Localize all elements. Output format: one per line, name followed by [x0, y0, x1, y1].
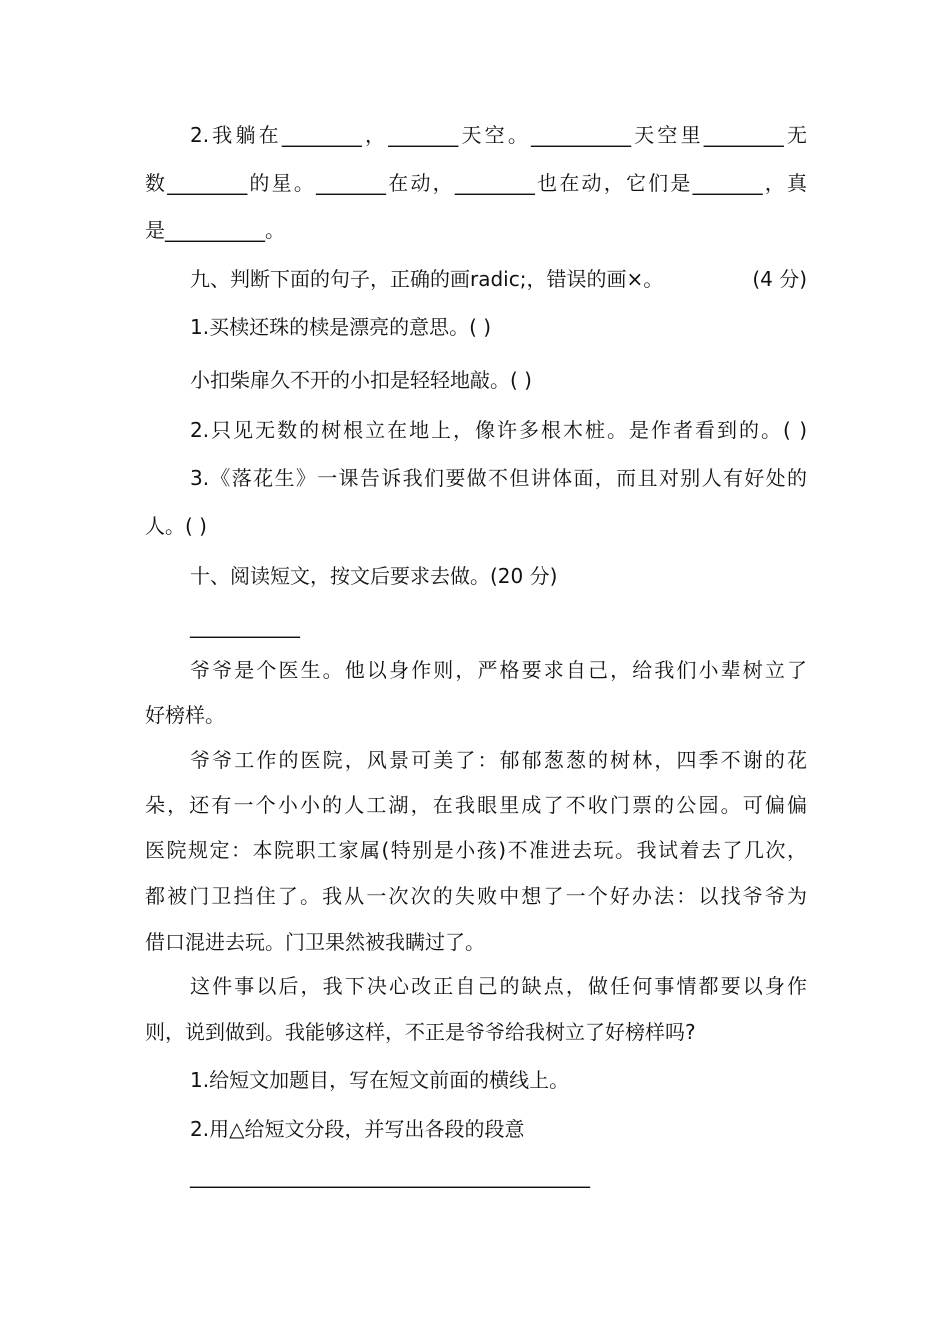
section-ten-heading: 十、阅读短文，按文后要求去做。(20 分) — [190, 564, 558, 588]
judgement-item-continuation: 人。( ) — [145, 514, 207, 538]
passage-line: 则，说到做到。我能够这样，不正是爷爷给我树立了好榜样吗? — [145, 1020, 696, 1044]
passage-line: 爷爷工作的医院，风景可美了：郁郁葱葱的树林，四季不谢的花 — [190, 748, 807, 772]
passage-line: 都被门卫挡住了。我从一次次的失败中想了一个好办法：以找爷爷为 — [145, 884, 807, 908]
question-item: 2.用△给短文分段，并写出各段的段意 — [190, 1117, 525, 1141]
fill-blank-line: 是__________。 — [145, 218, 285, 242]
passage-line: 借口混进去玩。门卫果然被我瞒过了。 — [145, 930, 485, 954]
answer-blank-line: ________________________________________ — [190, 1164, 590, 1188]
passage-line: 这件事以后，我下决心改正自己的缺点，做任何事情都要以身作 — [190, 974, 807, 998]
judgement-item: 2.只见无数的树根立在地上，像许多根木桩。是作者看到的。( ) — [190, 418, 807, 442]
passage-line: 朵，还有一个小小的人工湖，在我眼里成了不收门票的公园。可偏偏 — [145, 793, 807, 817]
passage-line: 爷爷是个医生。他以身作则，严格要求自己，给我们小辈树立了 — [190, 658, 807, 682]
passage-line: 好榜样。 — [145, 703, 225, 727]
title-blank-line: ___________ — [190, 614, 300, 638]
question-item: 1.给短文加题目，写在短文前面的横线上。 — [190, 1068, 570, 1092]
judgement-item: 小扣柴扉久不开的小扣是轻轻地敲。( ) — [190, 368, 532, 392]
judgement-item: 1.买椟还珠的椟是漂亮的意思。( ) — [190, 315, 492, 339]
fill-blank-line: 数________的星。_______在动，________也在动，它们是_______，真 — [145, 171, 807, 195]
fill-blank-line: 2.我躺在________，_______天空。__________天空里________无 — [190, 123, 807, 147]
passage-line: 医院规定：本院职工家属(特别是小孩)不准进去玩。我试着去了几次， — [145, 838, 807, 862]
section-nine-title: 九、判断下面的句子，正确的画radic;，错误的画×。 — [190, 267, 664, 291]
section-nine-score: (4 分) — [752, 267, 807, 291]
judgement-item: 3.《落花生》一课告诉我们要做不但讲体面，而且对别人有好处的 — [190, 466, 807, 490]
section-nine-heading — [190, 265, 807, 293]
